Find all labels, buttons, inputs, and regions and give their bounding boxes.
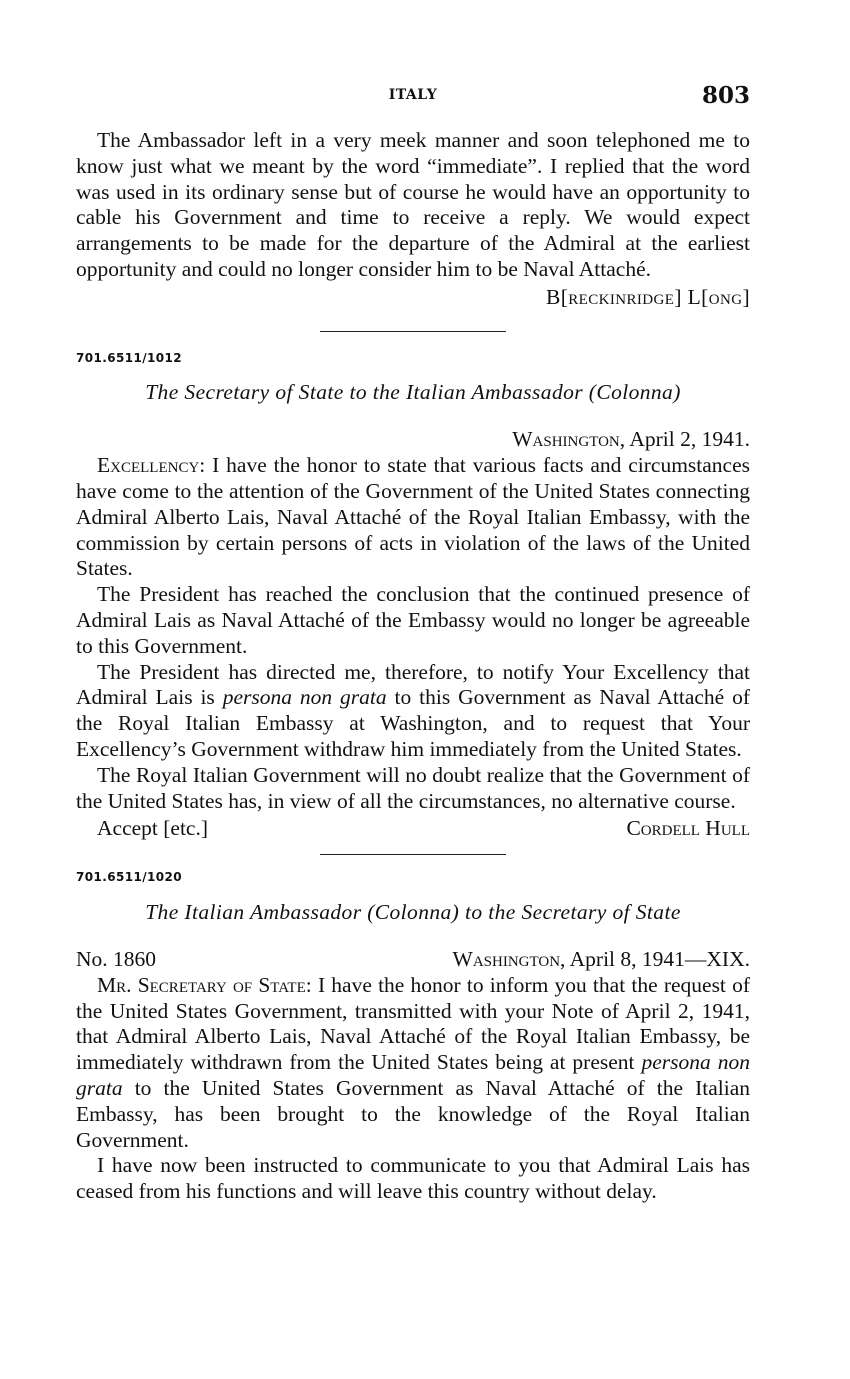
running-title: ITALY <box>388 87 438 103</box>
doc1-paragraph-4: The Royal Italian Government will no doubt realize that the Government of the United States has, in view of all the circumstances, no alternative course. <box>76 762 750 813</box>
section-divider <box>320 331 506 332</box>
doc2-dateline: Washington, April 8, 1941—XIX. <box>452 946 750 971</box>
doc1-dateline <box>76 427 750 453</box>
doc2-salutation: Mr. Secretary of State: <box>97 972 312 997</box>
doc1-paragraph-2: The President has reached the conclusion that the continued presence of Admiral Lais as Naval Attaché of the Embassy would no longer be agreeable to this Government. <box>76 582 750 658</box>
doc2-number: No. 1860 <box>76 946 157 971</box>
doc2-paragraph-2: I have now been instructed to communicate to you that Admiral Lais has ceased from his functions and will leave this country without delay. <box>76 1153 750 1204</box>
doc2-title: The Italian Ambassador (Colonna) to the Secretary of State <box>145 899 681 924</box>
section1-paragraph: The Ambassador left in a very meek manner and soon telephoned me to know just what we meant by the word “immediate”. I replied that the word was used in its ordinary sense but of course he would have an opportunity to cable his Government and time to receive a reply. We would expect arrangements to be made for the departure of the Admiral at the earliest opportunity and could no longer consider him to be Naval Attaché. <box>76 128 750 281</box>
doc1-closing: Accept [etc.] <box>97 816 209 841</box>
doc2-number-row <box>76 947 750 973</box>
doc1-signature: Cordell Hull <box>626 816 750 841</box>
page-body <box>76 128 750 1205</box>
page-number: 803 <box>701 82 750 109</box>
doc1-paragraph-1: Excellency: I have the honor to state that various facts and circumstances have come to the attention of the Government of the United States connecting Admiral Alberto Lais, Naval Attaché of the Royal Italian Embassy, with the commission by certain persons of acts in violation of the laws of the United States. <box>76 453 751 581</box>
doc1-dateline-place: Washington, <box>512 427 626 452</box>
doc2-file-number: 701.6511/1020 <box>76 870 182 885</box>
page-header <box>76 82 750 112</box>
doc1-closing-row <box>76 816 750 842</box>
doc1-file-number: 701.6511/1012 <box>76 350 182 365</box>
section-divider <box>320 854 506 855</box>
doc1-salutation: Excellency: <box>97 453 206 478</box>
section1-signature: B[reckinridge] L[ong] <box>545 284 750 309</box>
doc1-title: The Secretary of State to the Italian Ambassador (Colonna) <box>145 380 681 405</box>
doc1-paragraph-3: The President has directed me, therefore, to notify Your Excellency that Admiral Lais is persona non grata to this Government as Naval Attaché of the Royal Italian Embassy at Washington, and to request that Your Excellency’s Government withdraw him immediately from the United States. <box>76 659 751 761</box>
doc2-paragraph-1: Mr. Secretary of State: I have the honor to inform you that the request of the United States Government, transmitted with your Note of April 2, 1941, that Admiral Alberto Lais, Naval Attaché of the Royal Italian Embassy, be immediately withdrawn from the United States being at present persona non grata to the United States Government as Naval Attaché of the Italian Embassy, has been brought to the knowledge of the Royal Italian Government. <box>76 972 751 1152</box>
doc1-dateline-date: April 2, 1941. <box>629 427 750 452</box>
